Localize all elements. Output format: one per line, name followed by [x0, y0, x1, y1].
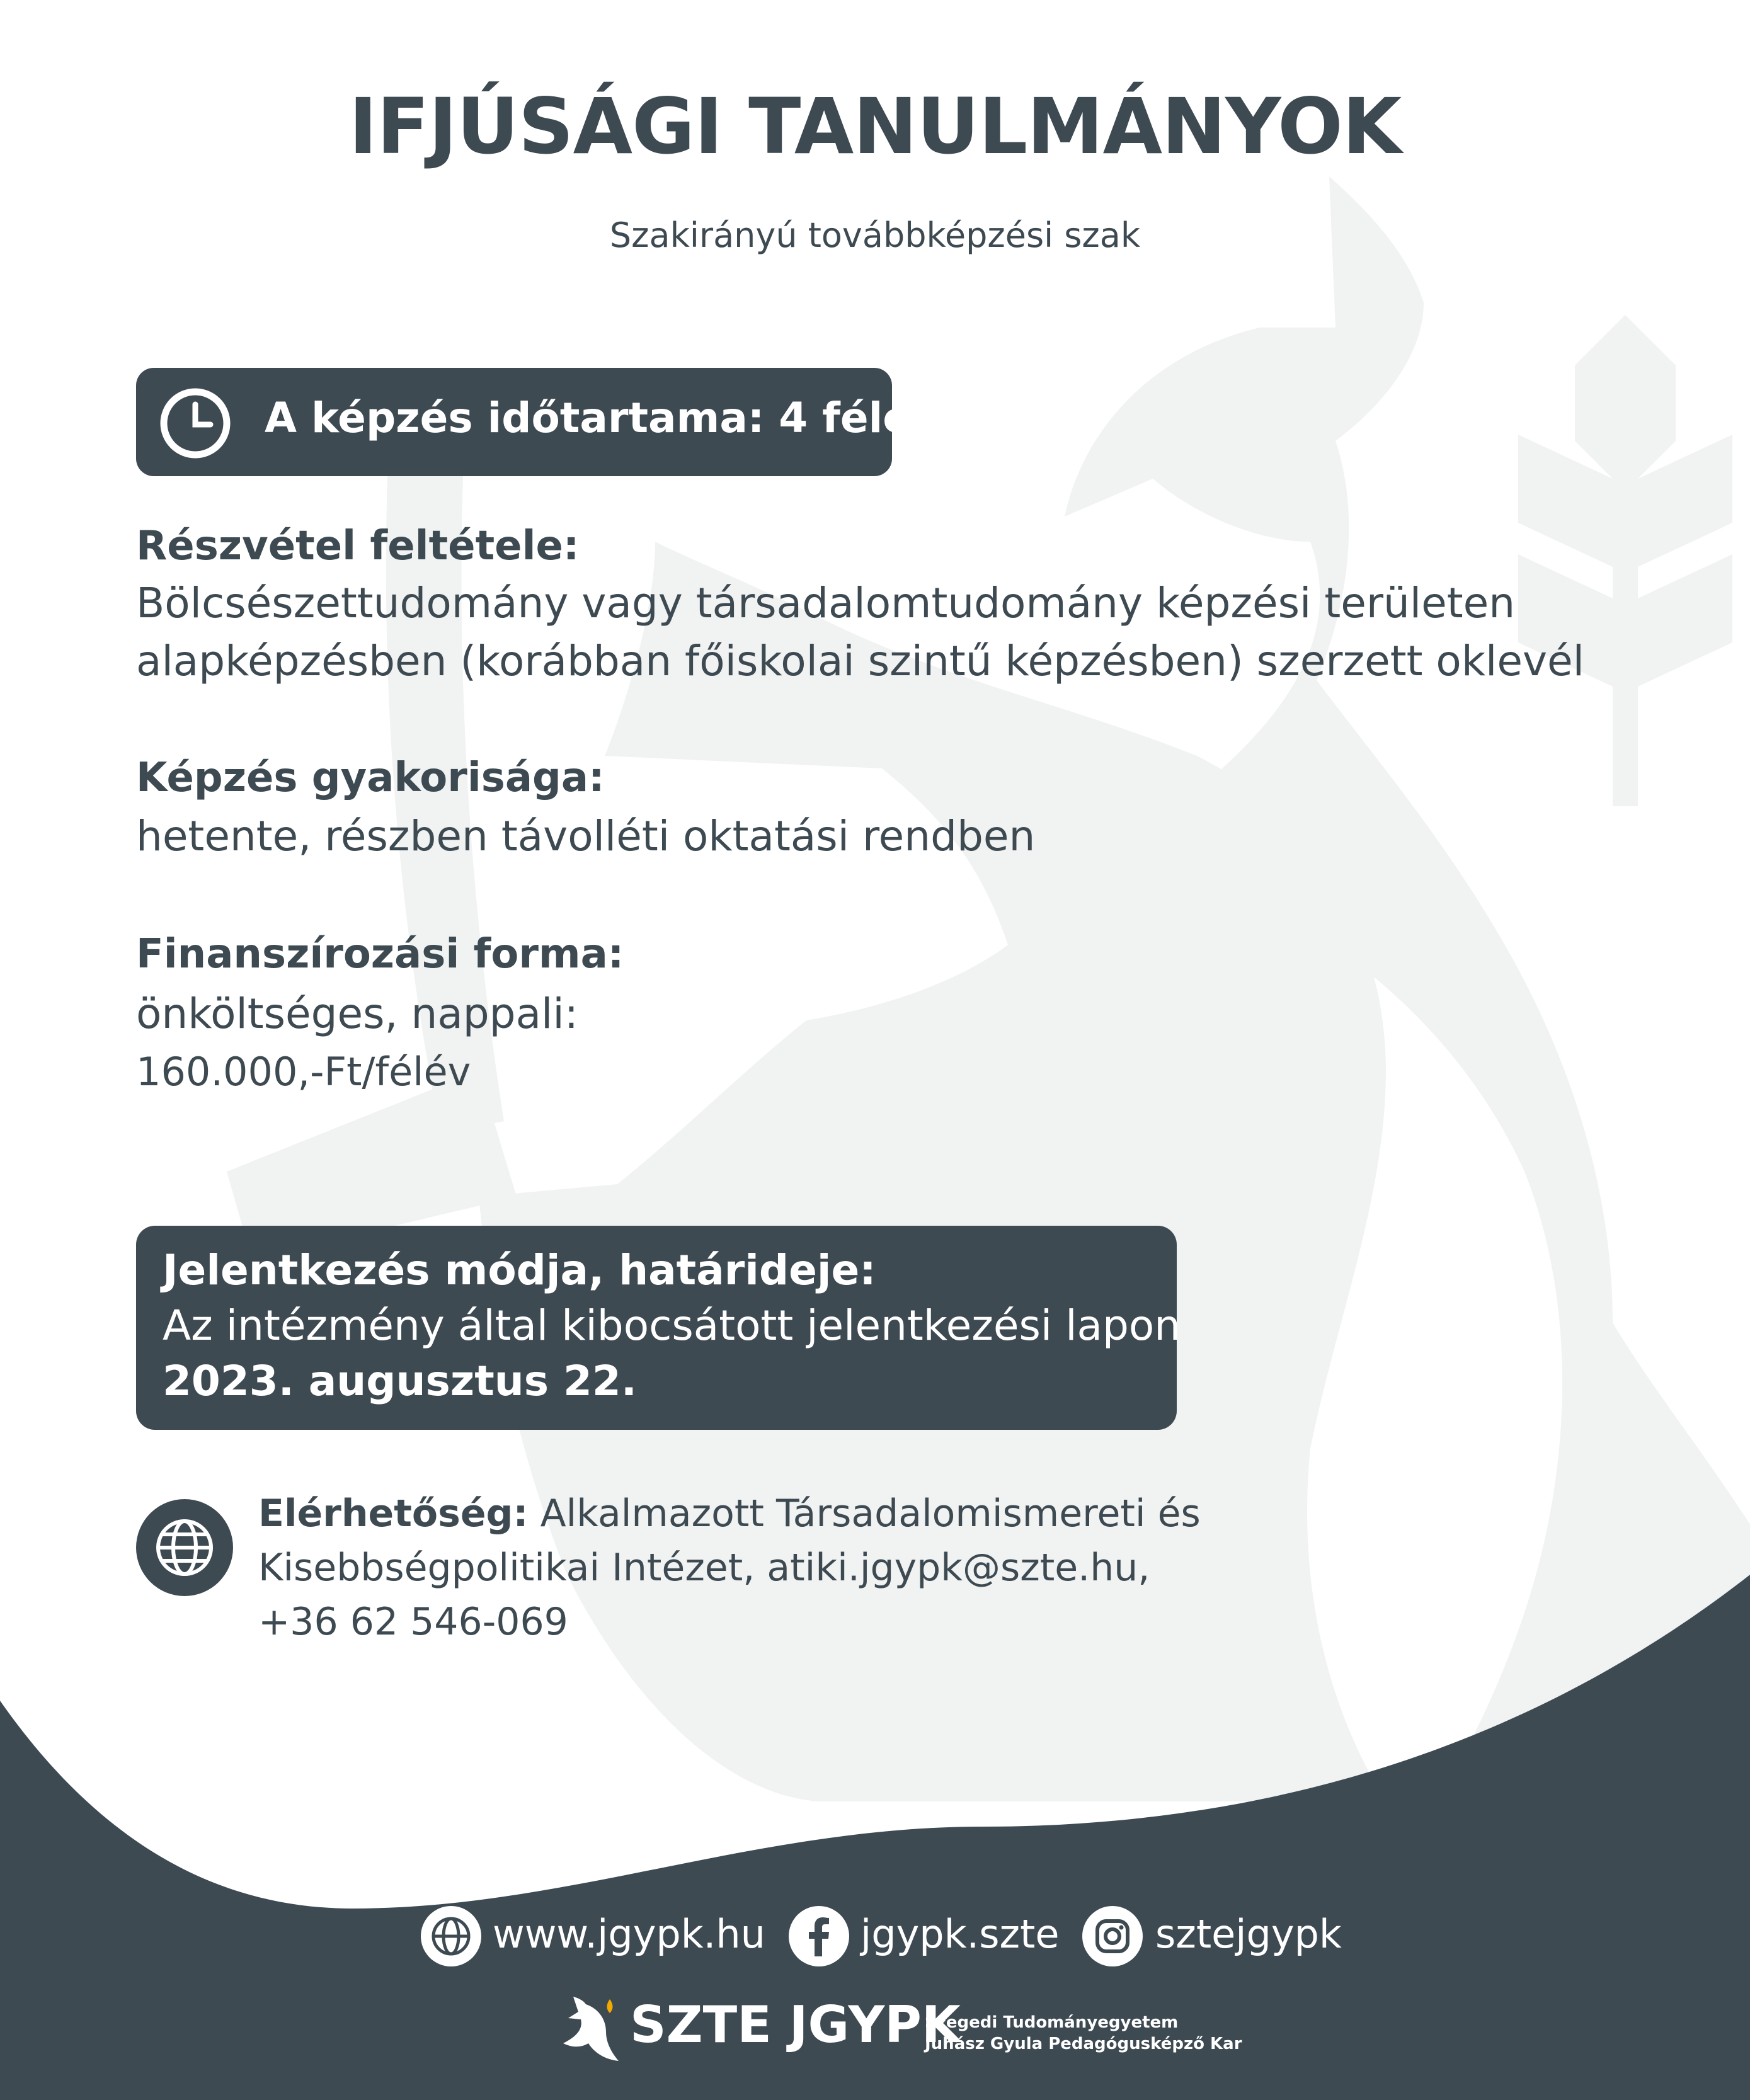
application-deadline: 2023. augusztus 22.: [163, 1357, 637, 1405]
clock-icon: [157, 385, 233, 461]
contact-line-1: Alkalmazott Társadalomismereti és: [528, 1492, 1201, 1536]
instagram-icon: [1081, 1905, 1144, 1968]
frequency-heading: Képzés gyakorisága:: [136, 755, 605, 801]
logo-text: SZTE JGYPK: [630, 1995, 961, 2054]
contact-info: [258, 1487, 1203, 1649]
contact-line-2: Kisebbségpolitikai Intézet, atiki.jgypk@szte.hu,: [258, 1546, 1150, 1590]
duration-text: A képzés időtartama: 4 félév: [265, 394, 939, 442]
application-line-1: Az intézmény által kibocsátott jelentkezési lapon: [163, 1301, 1181, 1350]
page-title: IFJÚSÁGI TANULMÁNYOK: [348, 82, 1402, 171]
page-subtitle: Szakirányú továbbképzési szak: [609, 215, 1141, 255]
participation-line-1: Bölcsészettudomány vagy társadalomtudomány képzési területen: [136, 579, 1516, 627]
logo-subtitle-1: Szegedi Tudományegyetem: [925, 2013, 1179, 2032]
website-link[interactable]: www.jgypk.hu: [493, 1911, 765, 1957]
application-heading: Jelentkezés módja, határideje:: [163, 1246, 876, 1294]
frequency-line-1: hetente, részben távolléti oktatási rendben: [136, 812, 1036, 860]
contact-line-3: +36 62 546-069: [258, 1600, 568, 1644]
financing-line-2: 160.000,-Ft/félév: [136, 1049, 471, 1095]
participation-line-2: alapképzésben (korábban főiskolai szintű képzésben) szerzett oklevél: [136, 637, 1584, 685]
facebook-icon: [787, 1905, 850, 1968]
financing-line-1: önköltséges, nappali:: [136, 990, 578, 1038]
logo-subtitle-2: Juhász Gyula Pedagógusképző Kar: [925, 2034, 1242, 2053]
szte-logo-icon: [548, 1990, 630, 2066]
facebook-link[interactable]: jgypk.szte: [861, 1911, 1060, 1957]
participation-heading: Részvétel feltétele:: [136, 523, 580, 569]
globe-icon: [136, 1499, 233, 1596]
contact-label: Elérhetőség:: [258, 1492, 529, 1536]
globe-icon: [420, 1905, 483, 1968]
financing-heading: Finanszírozási forma:: [136, 931, 624, 978]
instagram-link[interactable]: sztejgypk: [1155, 1911, 1342, 1957]
